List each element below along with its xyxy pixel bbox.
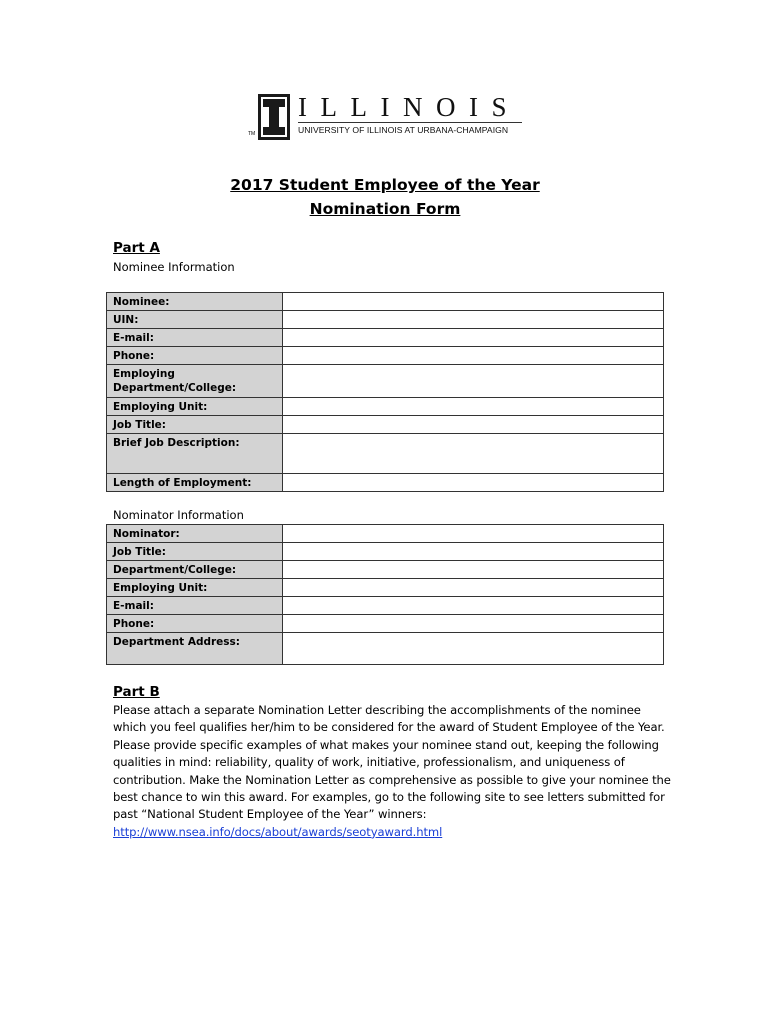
part-b-instructions bbox=[113, 702, 673, 841]
table-row bbox=[107, 561, 664, 579]
field-label-job-description: Brief Job Description: bbox=[107, 434, 283, 474]
nominator-info-heading: Nominator Information bbox=[113, 508, 244, 522]
field-label-uin: UIN: bbox=[107, 311, 283, 329]
nominee-phone-field[interactable] bbox=[283, 347, 664, 365]
table-row bbox=[107, 347, 664, 365]
nsea-awards-link[interactable]: http://www.nsea.info/docs/about/awards/seotyaward.html bbox=[113, 824, 443, 839]
trademark-symbol: TM bbox=[248, 131, 256, 137]
table-row bbox=[107, 416, 664, 434]
field-label-email: E-mail: bbox=[107, 329, 283, 347]
table-row bbox=[107, 434, 664, 474]
nominator-email-field[interactable] bbox=[283, 597, 664, 615]
field-label-unit: Employing Unit: bbox=[107, 398, 283, 416]
nominee-department-field[interactable] bbox=[283, 365, 664, 398]
form-title: 2017 Student Employee of the Year bbox=[230, 176, 540, 194]
nominator-department-field[interactable] bbox=[283, 561, 664, 579]
table-row bbox=[107, 293, 664, 311]
table-row bbox=[107, 398, 664, 416]
part-b-heading: Part B bbox=[113, 684, 160, 700]
field-label-length-employment: Length of Employment: bbox=[107, 474, 283, 492]
table-row bbox=[107, 615, 664, 633]
table-row bbox=[107, 474, 664, 492]
field-label-department-address: Department Address: bbox=[107, 633, 283, 665]
nominee-info-heading: Nominee Information bbox=[113, 260, 235, 274]
table-row bbox=[107, 525, 664, 543]
illinois-wordmark: ILLINOIS bbox=[298, 92, 520, 122]
department-address-field[interactable] bbox=[283, 633, 664, 665]
university-logo bbox=[248, 94, 528, 140]
field-label-department: Employing Department/College: bbox=[107, 365, 283, 398]
table-row bbox=[107, 543, 664, 561]
field-label-nominee: Nominee: bbox=[107, 293, 283, 311]
table-row bbox=[107, 365, 664, 398]
field-label-nominator-job-title: Job Title: bbox=[107, 543, 283, 561]
nominee-job-description-field[interactable] bbox=[283, 434, 664, 474]
nominee-length-employment-field[interactable] bbox=[283, 474, 664, 492]
field-label-job-title: Job Title: bbox=[107, 416, 283, 434]
form-subtitle: Nomination Form bbox=[309, 200, 461, 218]
nominator-phone-field[interactable] bbox=[283, 615, 664, 633]
nominator-table bbox=[106, 524, 664, 665]
block-i-icon bbox=[258, 94, 290, 140]
university-tagline: UNIVERSITY OF ILLINOIS AT URBANA-CHAMPAIGN bbox=[298, 125, 509, 135]
field-label-nominator-email: E-mail: bbox=[107, 597, 283, 615]
nominee-uin-field[interactable] bbox=[283, 311, 664, 329]
part-b-body: Please attach a separate Nomination Letter describing the accomplishments of the nominee which you feel qualifies her/him to be considered for the award of Student Employee of the Year. Please provide specific examples of what makes your nominee stand out, keeping the following qualities in mind: reliability, quality of work, initiative, professionalism, and uniqueness of contribution. Make the Nomination Letter as comprehensive as possible to give your nominee the best chance to win this award. For examples, go to the following site to see letters submitted for past “National Student Employee of the Year” winners: bbox=[113, 703, 671, 822]
table-row bbox=[107, 633, 664, 665]
field-label-phone: Phone: bbox=[107, 347, 283, 365]
nominee-email-field[interactable] bbox=[283, 329, 664, 347]
nominator-unit-field[interactable] bbox=[283, 579, 664, 597]
field-label-nominator-phone: Phone: bbox=[107, 615, 283, 633]
part-a-heading: Part A bbox=[113, 240, 160, 256]
logo-divider bbox=[298, 122, 522, 123]
field-label-nominator-unit: Employing Unit: bbox=[107, 579, 283, 597]
nominee-job-title-field[interactable] bbox=[283, 416, 664, 434]
table-row bbox=[107, 579, 664, 597]
table-row bbox=[107, 329, 664, 347]
field-label-nominator-department: Department/College: bbox=[107, 561, 283, 579]
nominator-job-title-field[interactable] bbox=[283, 543, 664, 561]
table-row bbox=[107, 311, 664, 329]
field-label-nominator: Nominator: bbox=[107, 525, 283, 543]
nominator-name-field[interactable] bbox=[283, 525, 664, 543]
nominee-table bbox=[106, 292, 664, 492]
table-row bbox=[107, 597, 664, 615]
nominee-name-field[interactable] bbox=[283, 293, 664, 311]
nominee-unit-field[interactable] bbox=[283, 398, 664, 416]
